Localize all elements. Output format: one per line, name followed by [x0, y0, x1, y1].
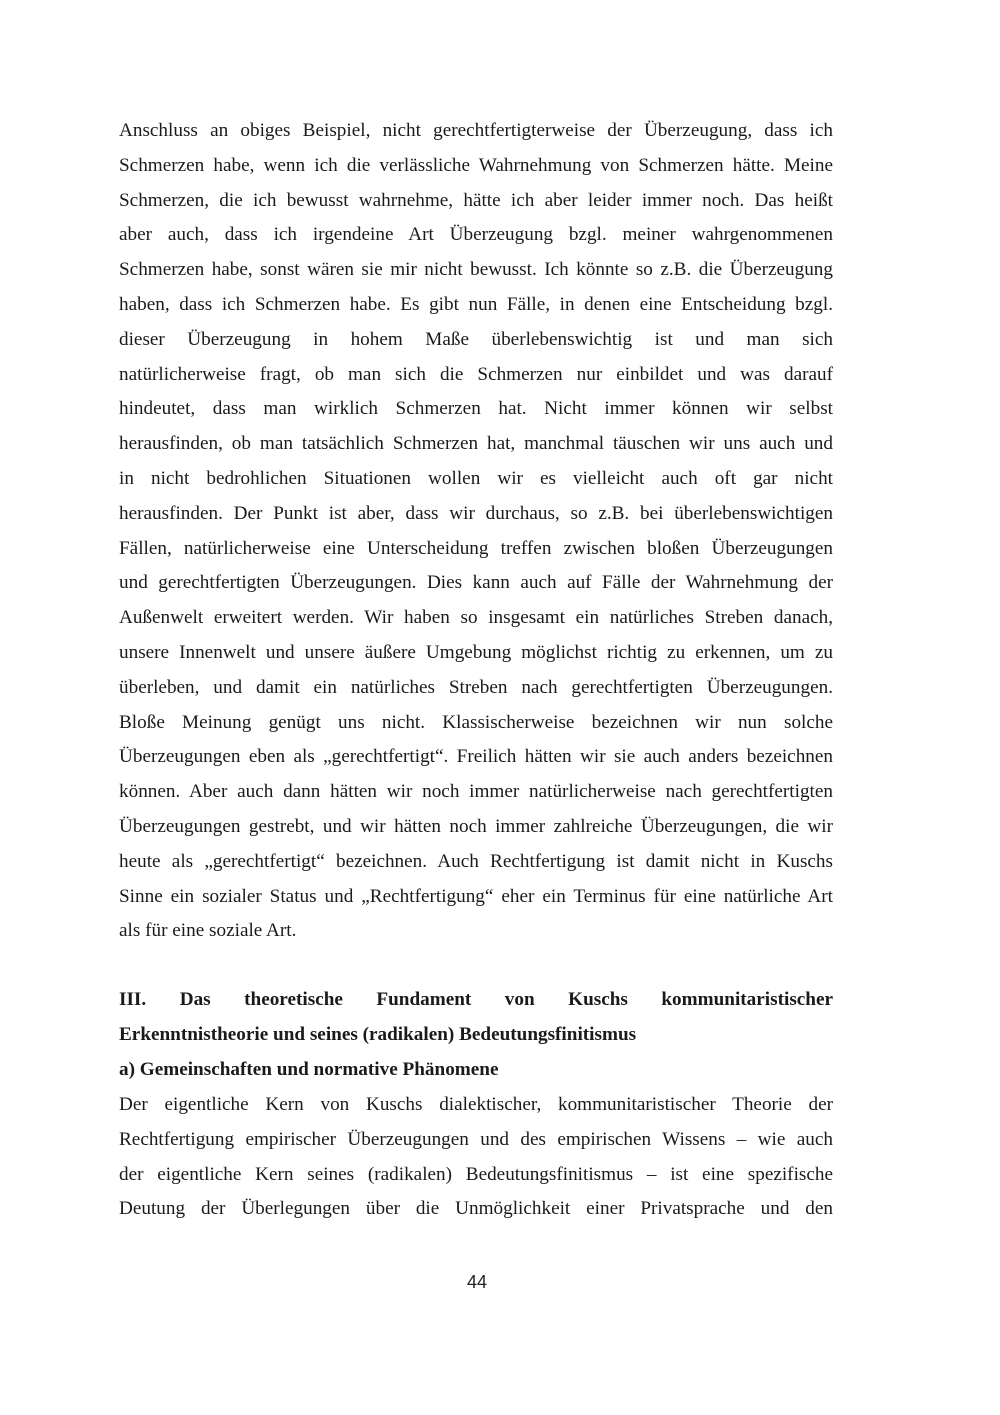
section-heading-line: III. Das theoretische Fundament von Kuschs kommunitaristischer	[119, 989, 833, 1010]
text-line: herausfinden. Der Punkt ist aber, dass wir durchaus, so z.B. bei überlebenswichtigen	[119, 502, 833, 524]
text-line: unsere Innenwelt und unsere äußere Umgebung möglichst richtig zu erkennen, um zu	[119, 641, 833, 663]
text-line: Überzeugungen gestrebt, und wir hätten noch immer zahlreiche Überzeugungen, die wir	[119, 815, 833, 837]
text-line: Anschluss an obiges Beispiel, nicht gerechtfertigterweise der Überzeugung, dass ich	[119, 120, 833, 141]
text-line: haben, dass ich Schmerzen habe. Es gibt nun Fälle, in denen eine Entscheidung bzgl.	[119, 293, 833, 315]
text-line: Überzeugungen eben als „gerechtfertigt“. Freilich hätten wir sie auch anders bezeichnen	[119, 746, 833, 768]
text-line: überleben, und damit ein natürliches Streben nach gerechtfertigten Überzeugungen.	[119, 676, 833, 698]
text-line: Sinne ein sozialer Status und „Rechtfertigung“ eher ein Terminus für eine natürliche Art	[119, 885, 833, 907]
text-line: Bloße Meinung genügt uns nicht. Klassischerweise bezeichnen wir nun solche	[119, 711, 833, 733]
text-line: aber auch, dass ich irgendeine Art Überzeugung bzgl. meiner wahrgenommenen	[119, 224, 833, 246]
text-line: dieser Überzeugung in hohem Maße überlebenswichtig ist und man sich	[119, 328, 833, 350]
text-line: können. Aber auch dann hätten wir noch immer natürlicherweise nach gerechtfertigten	[119, 781, 833, 803]
text-line: hindeutet, dass man wirklich Schmerzen hat. Nicht immer können wir selbst	[119, 398, 833, 420]
text-line: Außenwelt erweitert werden. Wir haben so insgesamt ein natürliches Streben danach,	[119, 607, 833, 629]
text-line: Der eigentliche Kern von Kuschs dialektischer, kommunitaristischer Theorie der	[119, 1094, 833, 1115]
text-line: herausfinden, ob man tatsächlich Schmerzen hat, manchmal täuschen wir uns auch und	[119, 433, 833, 455]
section-heading-line: Erkenntnistheorie und seines (radikalen) Bedeutungsfinitismus	[119, 1023, 637, 1045]
body-paragraph-1	[119, 114, 833, 949]
text-line: als für eine soziale Art.	[119, 920, 297, 942]
body-paragraph-2	[119, 1088, 833, 1227]
text-line: Schmerzen, die ich bewusst wahrnehme, hätte ich aber leider immer noch. Das heißt	[119, 189, 833, 211]
text-line: heute als „gerechtfertigt“ bezeichnen. Auch Rechtfertigung ist damit nicht in Kuschs	[119, 850, 833, 872]
text-line: Schmerzen habe, wenn ich die verlässliche Wahrnehmung von Schmerzen hätte. Meine	[119, 154, 833, 176]
page-number: 44	[466, 1272, 488, 1292]
text-line: natürlicherweise fragt, ob man sich die Schmerzen nur einbildet und was darauf	[119, 363, 833, 385]
text-line: und gerechtfertigten Überzeugungen. Dies kann auch auf Fälle der Wahrnehmung der	[119, 572, 833, 594]
text-line: in nicht bedrohlichen Situationen wollen wir es vielleicht auch oft gar nicht	[119, 467, 833, 489]
section-heading	[119, 983, 833, 1087]
text-line: der eigentliche Kern seines (radikalen) Bedeutungsfinitismus – ist eine spezifische	[119, 1163, 833, 1185]
text-line: Rechtfertigung empirischer Überzeugungen und des empirischen Wissens – wie auch	[119, 1128, 833, 1150]
subsection-heading: a) Gemeinschaften und normative Phänomene	[119, 1058, 499, 1080]
text-line: Fällen, natürlicherweise eine Unterscheidung treffen zwischen bloßen Überzeugungen	[119, 537, 833, 559]
text-line: Schmerzen habe, sonst wären sie mir nicht bewusst. Ich könnte so z.B. die Überzeugung	[119, 259, 833, 281]
text-line: Deutung der Überlegungen über die Unmöglichkeit einer Privatsprache und den	[119, 1198, 833, 1220]
